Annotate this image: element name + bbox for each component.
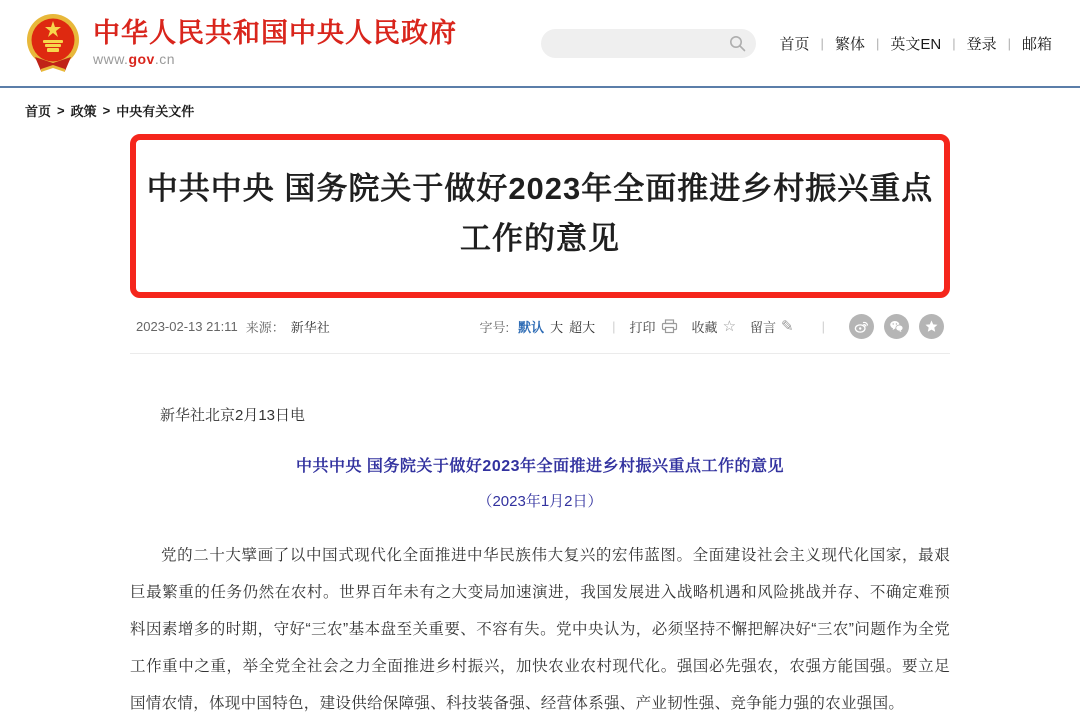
document-title: 中共中央 国务院关于做好2023年全面推进乡村振兴重点工作的意见: [295, 458, 785, 475]
source-name[interactable]: 新华社: [290, 320, 330, 335]
nav-separator: |: [875, 35, 880, 51]
meta-right: [479, 314, 944, 339]
star-badge-icon: [924, 319, 939, 334]
nav-traditional[interactable]: 繁体: [834, 35, 865, 53]
breadcrumb-policy[interactable]: 政策: [70, 104, 97, 119]
main-content: [130, 134, 950, 722]
font-size-label: 字号:: [479, 320, 510, 335]
share-weibo-button[interactable]: [849, 314, 874, 339]
site-title-block: [93, 19, 457, 68]
source-label: 来源：: [245, 320, 285, 335]
breadcrumb-home[interactable]: 首页: [25, 104, 52, 119]
nav-english[interactable]: 英文EN: [890, 35, 942, 53]
article-meta-bar: [130, 306, 950, 354]
publish-datetime: 2023-02-13 21:11: [136, 319, 238, 334]
national-emblem-icon: [25, 13, 81, 73]
star-icon: ☆: [722, 318, 737, 335]
meta-left: [136, 317, 330, 336]
font-size-xlarge[interactable]: 超大: [569, 320, 596, 335]
printer-icon: [661, 319, 678, 334]
red-annotation-box: [130, 134, 950, 298]
top-nav: [780, 33, 1052, 54]
breadcrumb-central-documents[interactable]: 中央有关文件: [116, 104, 195, 119]
search-icon[interactable]: [729, 35, 746, 52]
document-paragraph: 党的二十大擘画了以中国式现代化全面推进中华民族伟大复兴的宏伟蓝图。全面建设社会主义现代化国家，最艰巨最繁重的任务仍然在农村。世界百年未有之大变局加速演进，我国发展进入战略机遇和风险挑战并存、不确定难预料因素增多的时期，守好“三农”基本盘至关重要、不容有失。党中央认为，必须坚持不懈把解决好“三农”问题作为全党工作重中之重，举全党全社会之力全面推进乡村振兴，加快农业农村现代化。强国必先强农，农强方能国强。要立足国情农情，体现中国特色，建设供给保障强、科技装备强、经营体系强、产业韧性强、竞争能力强的农业强国。: [130, 547, 950, 712]
site-title: 中华人民共和国中央人民政府: [93, 17, 457, 48]
nav-mail[interactable]: 邮箱: [1021, 35, 1052, 53]
print-button[interactable]: [630, 317, 678, 336]
comment-button[interactable]: [750, 317, 794, 336]
font-size-large[interactable]: 大: [550, 320, 564, 335]
breadcrumb-separator: >: [102, 103, 111, 118]
share-buttons: [839, 314, 944, 339]
dateline: 新华社北京2月13日电: [160, 407, 306, 424]
favorite-button[interactable]: [692, 317, 736, 336]
pencil-icon: ✎: [781, 318, 794, 335]
breadcrumb: [0, 88, 1080, 120]
nav-separator: |: [952, 35, 956, 51]
meta-separator: |: [821, 319, 825, 334]
search-input[interactable]: [555, 30, 733, 57]
share-qzone-button[interactable]: [919, 314, 944, 339]
favorite-label: 收藏: [691, 320, 718, 335]
page-title: 中共中央 国务院关于做好2023年全面推进乡村振兴重点工作的意见: [146, 171, 934, 256]
nav-separator: |: [1007, 35, 1011, 51]
search-box[interactable]: [541, 29, 756, 58]
font-size-default[interactable]: 默认: [518, 320, 545, 335]
comment-label: 留言: [750, 320, 777, 335]
print-label: 打印: [629, 320, 656, 335]
wechat-icon: [889, 319, 904, 334]
weibo-icon: [854, 319, 869, 334]
site-url: [93, 51, 457, 67]
url-suffix: .cn: [154, 51, 176, 68]
url-prefix: www.: [93, 51, 129, 68]
share-wechat-button[interactable]: [884, 314, 909, 339]
article-body: [130, 354, 950, 722]
meta-separator: |: [612, 319, 616, 334]
nav-login[interactable]: 登录: [966, 35, 997, 53]
site-logo[interactable]: [25, 13, 457, 73]
url-gov: gov: [128, 51, 155, 68]
breadcrumb-separator: >: [57, 103, 65, 118]
nav-home[interactable]: 首页: [779, 35, 810, 53]
site-header: [0, 0, 1080, 88]
nav-separator: |: [820, 35, 824, 51]
document-date: （2023年1月2日）: [477, 493, 603, 510]
